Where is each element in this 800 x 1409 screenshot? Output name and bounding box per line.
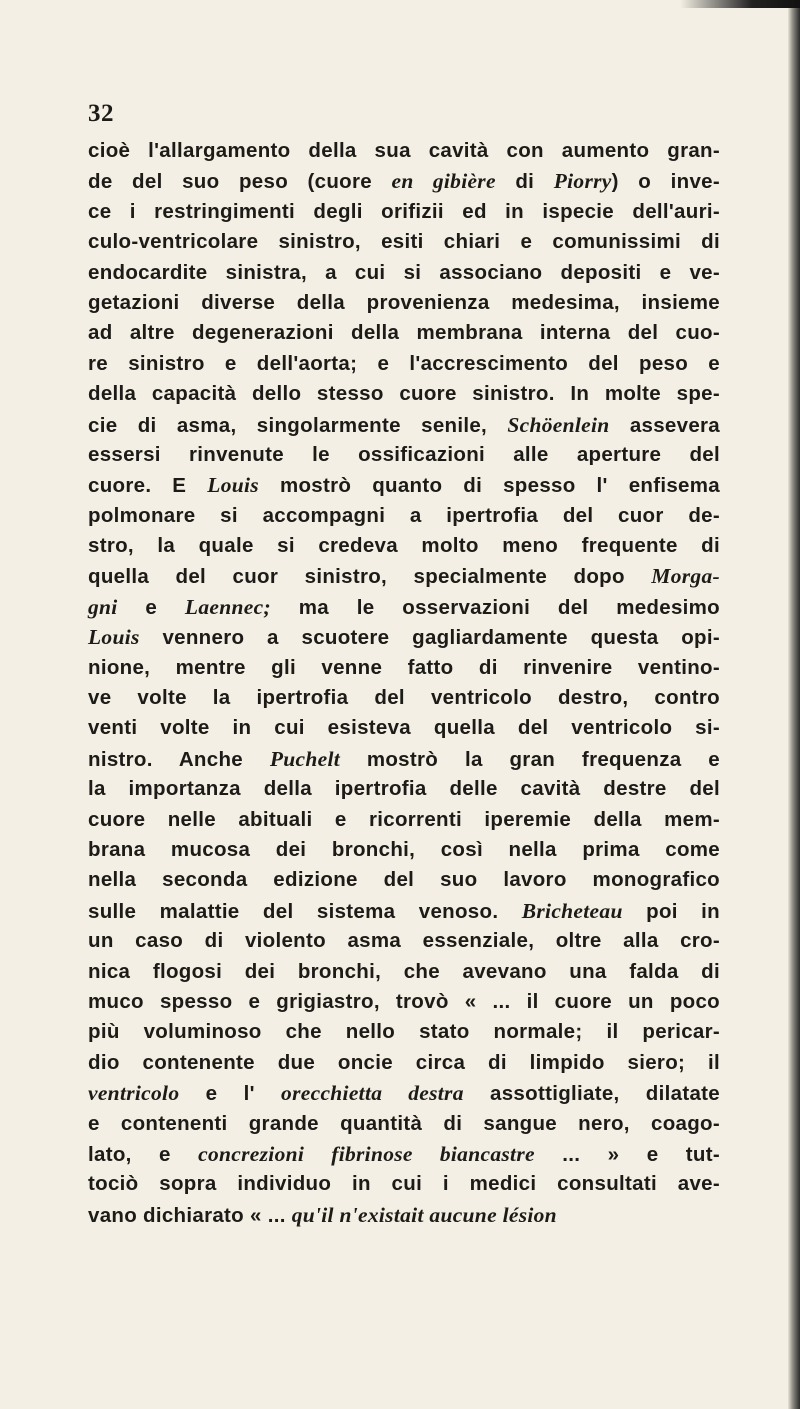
text-span: più voluminoso che nello stato normale; il pericar- [88, 1020, 720, 1044]
text-line [88, 1139, 720, 1169]
italic-text: Schöenlein [507, 412, 610, 437]
text-span: culo-ventricolare sinistro, esiti chiari e comunissimi di [88, 230, 720, 254]
text-span: assottigliate, dilatate [463, 1082, 720, 1106]
text-span: essersi rinvenute le ossificazioni alle aperture del [88, 442, 720, 466]
text-span: tociò sopra individuo in cui i medici consultati ave- [88, 1172, 720, 1196]
text-span: cie di asma, singolarmente senile, [88, 413, 508, 437]
text-span: ) o inve- [611, 170, 720, 194]
text-span: nica flogosi dei bronchi, che avevano una falda di [88, 959, 720, 983]
italic-text: qu'il n'existait aucune lésion [291, 1202, 557, 1227]
text-line [88, 561, 720, 591]
italic-text: gni [88, 594, 118, 619]
italic-text: Piorry [553, 169, 612, 194]
text-span: venti volte in cui esisteva quella del ventricolo si- [88, 716, 720, 740]
text-span: cuore nelle abituali e ricorrenti iperemie della mem- [88, 807, 720, 831]
text-line [88, 197, 720, 227]
text-span: ve volte la ipertrofia del ventricolo destro, contro [88, 686, 720, 710]
italic-text: concrezioni fibrinose biancastre [198, 1141, 535, 1166]
text-line [88, 1109, 720, 1139]
text-line [88, 774, 720, 804]
text-span: e [117, 595, 185, 619]
text-span: ... » e tut- [534, 1142, 720, 1166]
text-line [88, 835, 720, 865]
italic-text: en gibière [391, 169, 496, 194]
italic-text: Louis [88, 625, 140, 650]
text-line [88, 592, 720, 622]
text-line [88, 865, 720, 895]
text-line [88, 1017, 720, 1047]
text-line [88, 349, 720, 379]
text-line [88, 683, 720, 713]
text-span: mostrò la gran frequenza e [340, 747, 720, 771]
text-span: brana mucosa dei bronchi, così nella prima come [88, 837, 720, 861]
text-span: re sinistro e dell'aorta; e l'accrescimento del peso e [88, 351, 720, 375]
text-line [88, 1078, 720, 1108]
text-span: ma le osservazioni del medesimo [270, 595, 720, 619]
italic-text: Louis [207, 473, 259, 498]
text-span: dio contenente due oncie circa di limpido siero; il [88, 1050, 720, 1074]
text-line [88, 713, 720, 743]
page-number: 32 [88, 100, 114, 127]
text-span: stro, la quale si credeva molto meno frequente di [88, 534, 720, 558]
text-line [88, 926, 720, 956]
text-span: assevera [609, 413, 720, 437]
italic-text: Laennec; [184, 594, 271, 619]
text-line [88, 440, 720, 470]
text-line [88, 987, 720, 1017]
text-span: lato, e [88, 1142, 199, 1166]
text-span: polmonare si accompagni a ipertrofia del cuor de- [88, 503, 720, 527]
text-line [88, 531, 720, 561]
text-line [88, 166, 720, 196]
italic-text: Bricheteau [521, 898, 623, 923]
italic-text: Puchelt [269, 746, 340, 771]
text-line [88, 379, 720, 409]
text-line [88, 896, 720, 926]
text-line [88, 744, 720, 774]
text-span: la importanza della ipertrofia delle cavità destre del [88, 777, 720, 801]
text-span: getazioni diverse della provenienza medesima, insieme [88, 290, 720, 314]
text-span: nella seconda edizione del suo lavoro monografico [88, 868, 720, 892]
text-line [88, 1200, 720, 1230]
text-span: nione, mentre gli venne fatto di rinvenire ventino- [88, 655, 720, 679]
text-line [88, 501, 720, 531]
text-span: e contenenti grande quantità di sangue nero, coago- [88, 1111, 720, 1135]
text-line [88, 957, 720, 987]
text-line [88, 410, 720, 440]
text-line [88, 318, 720, 348]
text-span: un caso di violento asma essenziale, oltre alla cro- [88, 929, 720, 953]
text-span: ad altre degenerazioni della membrana interna del cuo- [88, 321, 720, 345]
text-line [88, 1048, 720, 1078]
text-span: nistro. Anche [88, 747, 270, 771]
text-span: vennero a scuotere gagliardamente questa opi- [139, 626, 720, 650]
text-line [88, 622, 720, 652]
text-line [88, 136, 720, 166]
text-line [88, 1169, 720, 1199]
text-span: di [495, 170, 554, 194]
text-span: muco spesso e grigiastro, trovò « ... il cuore un poco [88, 989, 720, 1013]
text-span: mostrò quanto di spesso l' enfisema [258, 474, 720, 498]
text-span: e l' [179, 1082, 282, 1106]
text-span: poi in [622, 899, 721, 923]
text-span: vano dichiarato « ... [88, 1203, 292, 1227]
text-span: de del suo peso (cuore [88, 170, 392, 194]
text-line [88, 227, 720, 257]
text-line [88, 653, 720, 683]
text-span: cuore. E [88, 474, 208, 498]
text-line [88, 805, 720, 835]
text-span: sulle malattie del sistema venoso. [88, 899, 522, 923]
text-line [88, 258, 720, 288]
text-span: quella del cuor sinistro, specialmente dopo [88, 565, 652, 589]
text-span: endocardite sinistra, a cui si associano depositi e ve- [88, 260, 720, 284]
text-span: ce i restringimenti degli orifizii ed in ispecie dell'auri- [88, 199, 720, 223]
text-line [88, 470, 720, 500]
italic-text: orecchietta destra [281, 1081, 464, 1106]
text-span: cioè l'allargamento della sua cavità con aumento gran- [88, 139, 720, 162]
italic-text: ventricolo [88, 1081, 180, 1106]
text-line [88, 288, 720, 318]
body-text [88, 136, 720, 1230]
text-span: della capacità dello stesso cuore sinistro. In molte spe- [88, 382, 720, 406]
italic-text: Morga- [651, 564, 720, 589]
